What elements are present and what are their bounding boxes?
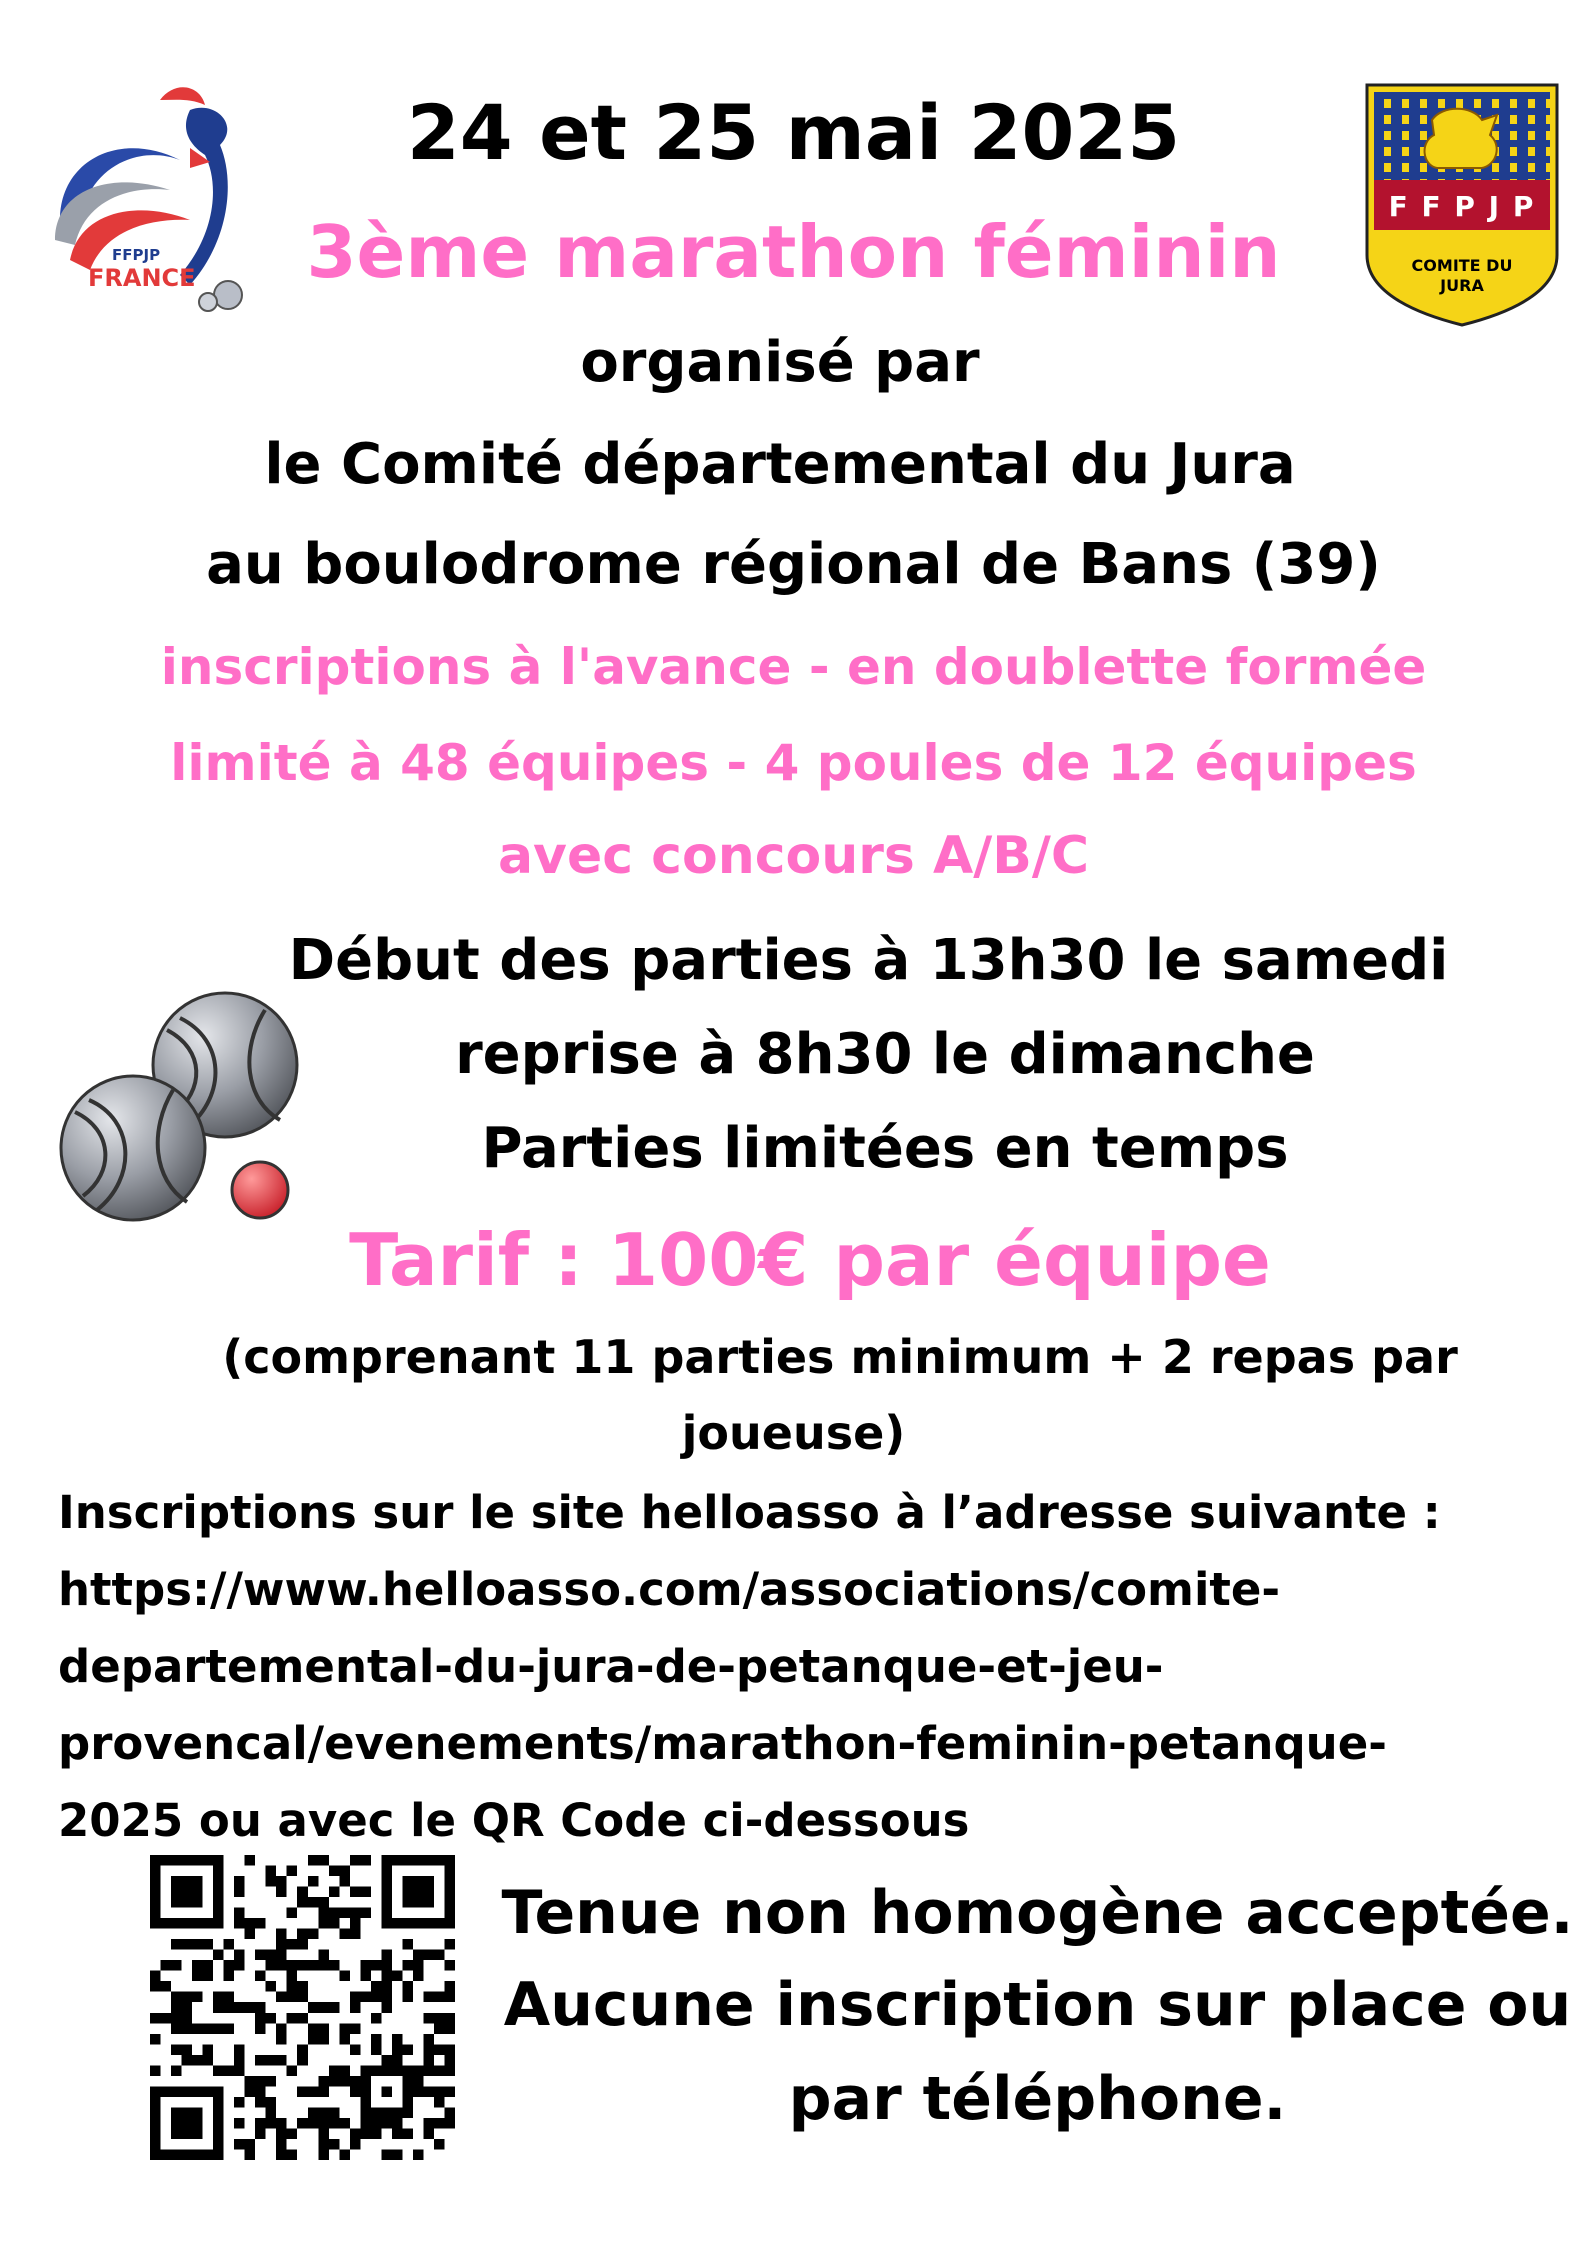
jura-ffpjp-label: F F P J P (1388, 190, 1536, 223)
registration-block (58, 1474, 1558, 1859)
registration-line1: Inscriptions sur le site helloasso à l’adresse suivante : (58, 1486, 1441, 1539)
jura-comite-line2: JURA (1440, 276, 1484, 295)
format-line3: avec concours A/B/C (497, 826, 1090, 886)
organizer-name: le Comité départemental du Jura (264, 432, 1296, 497)
format-line2: limité à 48 équipes - 4 poules de 12 équipes (170, 734, 1417, 792)
venue: au boulodrome régional de Bans (39) (206, 532, 1381, 597)
jura-comite-line1: COMITE DU (1411, 256, 1513, 275)
organized-by: organisé par (580, 330, 980, 395)
event-title: 3ème marathon féminin (306, 210, 1281, 294)
tarif-includes-line1: (comprenant 11 parties minimum + 2 repas par (222, 1330, 1458, 1384)
schedule-line3: Parties limitées en temps (481, 1116, 1289, 1181)
ffpjp-label: FFPJP (112, 246, 161, 264)
event-date: 24 et 25 mai 2025 (406, 88, 1181, 177)
schedule-line1: Début des parties à 13h30 le samedi (288, 928, 1449, 993)
schedule-line2: reprise à 8h30 le dimanche (455, 1022, 1315, 1087)
qr-code-icon (150, 1855, 455, 2160)
format-line1: inscriptions à l'avance - en doublette formée (160, 638, 1427, 696)
registration-url-line1[interactable]: https://www.helloasso.com/associations/comite- (58, 1563, 1281, 1616)
registration-url-line3[interactable]: provencal/evenements/marathon-feminin-petanque- (58, 1717, 1387, 1770)
tarif-includes-line2: joueuse) (681, 1406, 906, 1460)
registration-line5: 2025 ou avec le QR Code ci-dessous (58, 1794, 970, 1847)
note-line1: Tenue non homogène acceptée. (501, 1878, 1574, 1948)
tarif: Tarif : 100€ par équipe (349, 1218, 1271, 1302)
note-line2: Aucune inscription sur place ou (503, 1970, 1572, 2040)
registration-url-line2[interactable]: departemental-du-jura-de-petanque-et-jeu- (58, 1640, 1164, 1693)
france-label: FRANCE (88, 264, 196, 292)
note-line3: par téléphone. (788, 2064, 1287, 2134)
helloasso-qr-code[interactable] (150, 1855, 455, 2160)
